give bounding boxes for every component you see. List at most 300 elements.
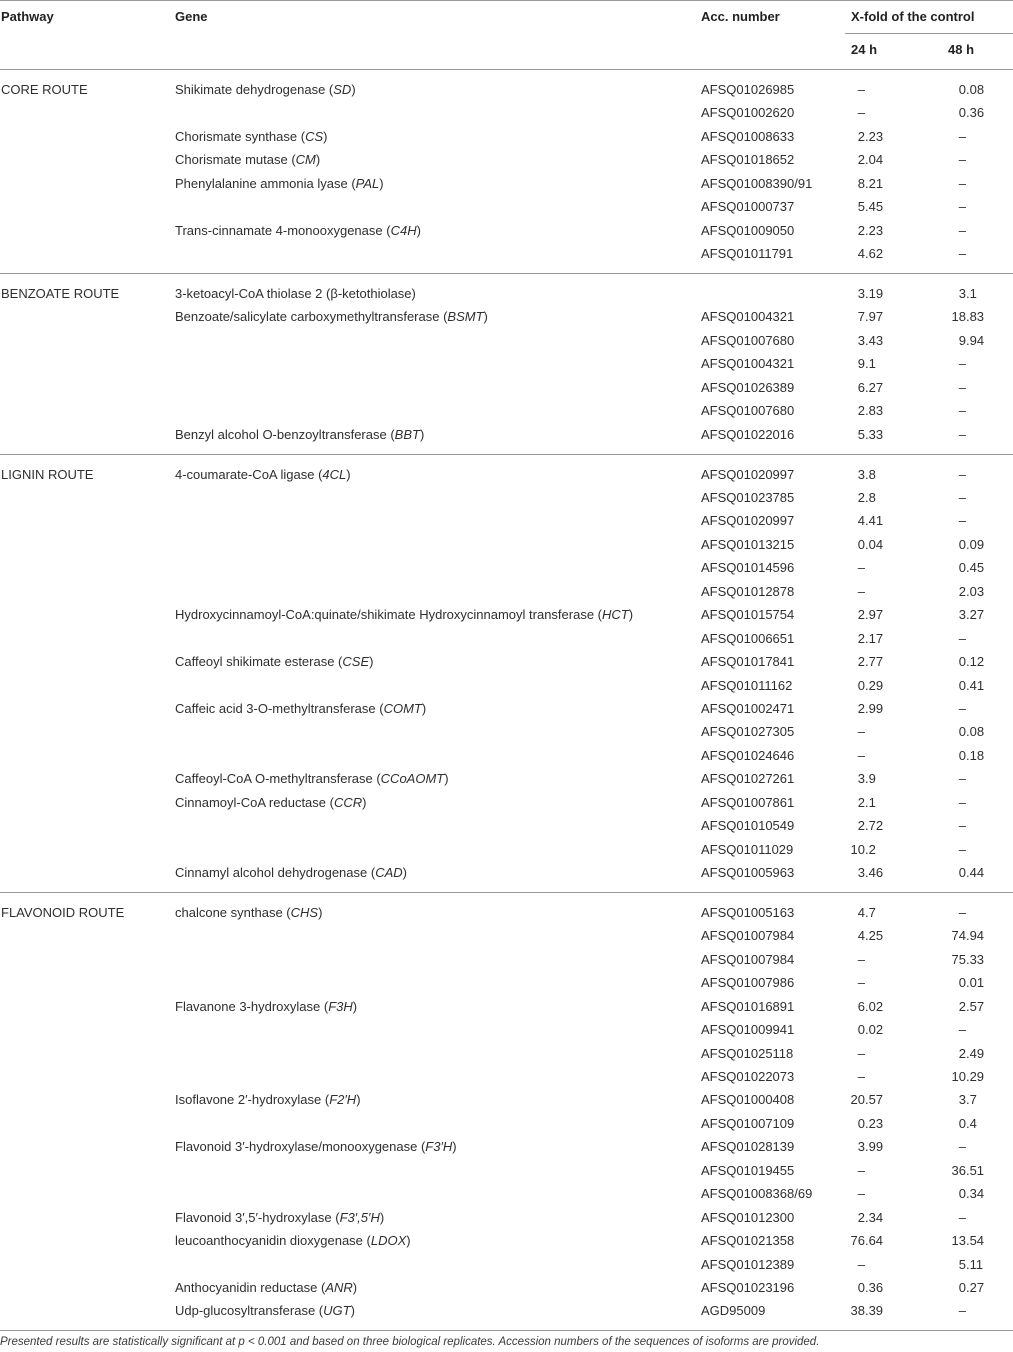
fold-24h-cell: 3.46 [857,865,884,880]
pathway-cell [0,627,175,650]
pathway-cell [0,533,175,556]
pathway-cell [0,1159,175,1182]
accession-cell: AFSQ01006651 [701,630,795,646]
table-row [0,352,1013,375]
gene-cell: Benzyl alcohol O-benzoyltransferase (BBT) [175,426,425,442]
fold-24h-cell: 4.25 [857,928,884,944]
accession-cell: AFSQ01008390/91 [701,175,813,191]
pathway-cell [0,861,175,884]
fold-48h-cell: – [958,513,967,529]
fold-48h-cell: 2.57 [958,998,985,1014]
table-row [0,924,1013,947]
fold-48h-cell: – [958,426,967,442]
table-row [0,1159,1013,1182]
section-lignin-route [0,455,1013,893]
gene-cell: Anthocyanidin reductase (ANR) [175,1279,358,1295]
fold-48h-cell: 2.49 [958,1045,985,1061]
accession-cell: AFSQ01028139 [701,1139,795,1155]
fold-24h-cell: – [857,724,866,740]
fold-48h-cell: – [958,379,967,395]
fold-24h-cell: 10.2 [850,841,876,857]
table-row [0,329,1013,352]
table-row [0,195,1013,218]
accession-cell: AFSQ01014596 [701,560,795,576]
pathway-cell [0,423,175,446]
gene-cell [175,352,701,375]
fold-24h-cell: 2.04 [857,152,884,168]
accession-cell: AFSQ01026389 [701,379,795,395]
fold-24h-cell: 4.7 [857,904,876,920]
table-row [0,78,1013,101]
gene-cell [175,533,701,556]
gene-cell [175,195,701,218]
pathway-cell [0,674,175,697]
table-row [0,1206,1013,1229]
accession-header: Acc. number [701,9,780,24]
fold-24h-cell: – [857,951,866,967]
pathway-cell [0,1299,175,1322]
accession-cell: AFSQ01025118 [701,1045,794,1061]
accession-cell: AFSQ01004321 [701,356,795,372]
table-row [0,509,1013,532]
pathway-cell [0,697,175,720]
fold-24h-cell: 0.23 [857,1115,884,1131]
pathway-cell [0,1276,175,1299]
table-row [0,697,1013,720]
pathway-cell [0,603,175,626]
fold-48h-cell: 3.27 [958,607,985,623]
fold-48h-cell: 0.01 [958,975,985,991]
table-row [0,674,1013,697]
fold-24h-cell: 3.19 [857,286,884,301]
accession-cell: AFSQ01020997 [701,513,795,529]
pathway-cell [0,1018,175,1041]
fold-48h-cell: – [958,794,967,810]
accession-cell: AFSQ01009941 [701,1022,795,1038]
accession-cell: AFSQ01005963 [701,865,795,880]
gene-abbreviation: F2′H [329,1092,357,1108]
fold-24h-cell: 2.8 [857,490,876,505]
accession-cell: AFSQ01022073 [701,1069,795,1084]
fold-48h-cell: – [958,1139,967,1155]
fold-48h-cell: – [958,904,967,920]
gene-abbreviation: F3′H [425,1139,453,1155]
fold-24h-cell: 38.39 [850,1303,884,1319]
gene-abbreviation: F3′,5′H [339,1209,380,1225]
gene-cell [175,744,701,767]
accession-cell: AFSQ01008368/69 [701,1186,813,1202]
gene-cell [175,948,701,971]
pathway-cell [0,838,175,861]
accession-cell: AFSQ01010549 [701,818,795,834]
fold-24h-cell: 6.27 [857,379,884,395]
fold-48h-cell: 0.41 [958,677,985,693]
accession-cell: AFSQ01008633 [701,128,795,144]
fold-48h-cell: 9.94 [958,332,985,348]
fold-48h-cell: – [958,246,967,262]
fold-24h-cell: – [857,82,866,97]
fold-24h-cell: 6.02 [857,998,884,1014]
fold-24h-cell: – [857,975,866,991]
gene-abbreviation: CAD [375,865,403,880]
xfold-header: X-fold of the control [851,9,975,24]
table-row [0,650,1013,673]
accession-cell: AFSQ01000737 [701,199,795,215]
fold-24h-cell: 2.97 [857,607,884,623]
pathway-cell: FLAVONOID ROUTE [1,904,125,920]
pathway-cell [0,995,175,1018]
gene-abbreviation: LDOX [370,1233,407,1249]
pathway-cell [0,329,175,352]
gene-cell: Phenylalanine ammonia lyase (PAL) [175,175,384,191]
table-row [0,971,1013,994]
fold-48h-cell: – [958,818,967,834]
pathway-cell [0,148,175,171]
fold-48h-cell: 0.4 [958,1115,977,1131]
header-24h: 24 h [851,42,878,57]
pathway-cell [0,219,175,242]
gene-cell [175,1159,701,1182]
table-row [0,580,1013,603]
fold-24h-cell: 2.72 [857,818,884,834]
gene-abbreviation: CCoAOMT [380,771,445,787]
fold-24h-cell: 3.9 [857,771,876,787]
table-row [0,556,1013,579]
fold-48h-cell: – [958,1303,967,1319]
pathway-cell [0,767,175,790]
accession-cell: AFSQ01018652 [701,152,795,168]
fold-48h-cell: – [958,403,967,419]
pathway-cell [0,509,175,532]
gene-abbreviation: 4CL [322,466,347,482]
gene-header: Gene [175,9,208,24]
fold-48h-cell: 5.11 [958,1256,984,1272]
fold-48h-cell: 0.45 [958,560,985,576]
pathway-cell [0,1206,175,1229]
gene-cell [175,376,701,399]
gene-cell: 3-ketoacyl-CoA thiolase 2 (β-ketothiolase) [175,286,416,301]
pathway-cell [0,125,175,148]
gene-cell: Cinnamoyl-CoA reductase (CCR) [175,794,367,810]
fold-24h-cell: 20.57 [850,1092,884,1108]
table-row [0,399,1013,422]
xfold-header-underline [845,33,1013,34]
fold-48h-cell: 36.51 [951,1162,985,1178]
gene-abbreviation: BSMT [447,309,484,325]
fold-48h-cell: – [958,1022,967,1038]
fold-48h-cell: 13.54 [951,1233,985,1249]
pathway-cell: BENZOATE ROUTE [1,286,120,301]
fold-48h-cell: 2.03 [958,583,985,599]
pathway-cell: LIGNIN ROUTE [1,466,94,482]
fold-24h-cell: – [857,1186,866,1202]
pathway-cell [0,556,175,579]
table-row [0,603,1013,626]
gene-cell: Flavonoid 3′-hydroxylase/monooxygenase (F3′H) [175,1139,457,1155]
table-row [0,1042,1013,1065]
table-row [0,767,1013,790]
pathway-cell [0,1182,175,1205]
gene-abbreviation: SD [333,82,352,97]
fold-48h-cell: – [958,490,967,505]
pathway-cell [0,1229,175,1252]
fold-24h-cell: 3.99 [857,1139,884,1155]
accession-cell: AFSQ01012300 [701,1209,795,1225]
header-48h: 48 h [948,42,975,57]
fold-48h-cell: – [958,199,967,215]
accession-cell: AFSQ01011791 [701,246,794,262]
pathway-cell [0,814,175,837]
pathway-cell [0,791,175,814]
pathway-cell [0,1042,175,1065]
accession-cell: AFSQ01027261 [701,771,795,787]
pathway-cell [0,580,175,603]
table-row [0,627,1013,650]
fold-24h-cell: 2.77 [857,654,884,670]
table-row [0,1253,1013,1276]
fold-24h-cell: – [857,1256,866,1272]
gene-cell [175,399,701,422]
pathway-cell [0,352,175,375]
accession-cell: AFSQ01007861 [701,794,795,810]
gene-abbreviation: CCR [333,794,363,810]
gene-cell [175,101,701,124]
table-row [0,486,1013,509]
gene-cell: Chorismate synthase (CS) [175,128,328,144]
table-row [0,814,1013,837]
fold-24h-cell: 3.8 [857,466,876,482]
table-row [0,242,1013,265]
fold-24h-cell: – [857,560,866,576]
gene-abbreviation: CSE [342,654,370,670]
fold-24h-cell: 9.1 [857,356,876,372]
fold-48h-cell: 0.44 [958,865,985,880]
section-flavonoid-route [0,893,1013,1331]
pathway-cell [0,924,175,947]
fold-48h-cell: 0.36 [958,105,985,121]
table-row [0,282,1013,305]
pathway-cell [0,486,175,509]
accession-cell [701,282,845,305]
accession-cell: AFSQ01016891 [701,998,795,1014]
fold-48h-cell: – [958,152,967,168]
accession-cell: AGD95009 [701,1303,766,1319]
fold-24h-cell: 0.29 [857,677,884,693]
fold-48h-cell: 0.08 [958,82,985,97]
accession-cell: AFSQ01007109 [701,1115,795,1131]
gene-abbreviation: C4H [390,222,417,238]
fold-24h-cell: 5.45 [857,199,884,215]
fold-24h-cell: 2.23 [857,128,884,144]
accession-cell: AFSQ01017841 [701,654,795,670]
gene-cell [175,627,701,650]
fold-48h-cell: 0.34 [958,1186,985,1202]
accession-cell: AFSQ01002620 [701,105,795,121]
table-row [0,838,1013,861]
fold-48h-cell: – [958,175,967,191]
table-row [0,148,1013,171]
table-row [0,720,1013,743]
gene-cell [175,674,701,697]
table-row [0,219,1013,242]
fold-24h-cell: 2.83 [857,403,884,419]
accession-cell: AFSQ01013215 [701,536,795,552]
fold-24h-cell: 2.1 [857,794,876,810]
fold-24h-cell: – [857,747,866,763]
fold-48h-cell: 18.83 [951,309,985,325]
fold-24h-cell: 4.41 [857,513,884,529]
accession-cell: AFSQ01021358 [701,1233,795,1249]
pathway-cell [0,1112,175,1135]
pathway-cell [0,650,175,673]
gene-abbreviation: PAL [355,175,380,191]
fold-24h-cell: 2.99 [857,700,884,716]
accession-cell: AFSQ01005163 [701,904,795,920]
table-row [0,861,1013,884]
gene-cell: Cinnamyl alcohol dehydrogenase (CAD) [175,865,407,880]
gene-cell [175,556,701,579]
gene-abbreviation: CM [295,152,316,168]
gene-cell [175,1018,701,1041]
fold-24h-cell: 76.64 [850,1233,884,1249]
accession-cell: AFSQ01012389 [701,1256,795,1272]
fold-24h-cell: 0.02 [857,1022,884,1038]
pathway-cell [0,1135,175,1158]
fold-48h-cell: 0.18 [958,747,985,763]
fold-48h-cell: 74.94 [951,928,985,944]
gene-cell: Caffeoyl-CoA O-methyltransferase (CCoAOMT) [175,771,449,787]
accession-cell: AFSQ01002471 [701,700,795,716]
fold-48h-cell: 10.29 [951,1069,985,1084]
table-row [0,1182,1013,1205]
fold-24h-cell: – [857,1069,866,1084]
fold-24h-cell: – [857,105,866,121]
gene-cell: Trans-cinnamate 4-monooxygenase (C4H) [175,222,421,238]
fold-24h-cell: 4.62 [857,246,884,262]
pathway-cell [0,1065,175,1088]
accession-cell: AFSQ01009050 [701,222,795,238]
table-row [0,101,1013,124]
fold-24h-cell: 5.33 [857,426,884,442]
pathway-cell [0,744,175,767]
gene-cell [175,1253,701,1276]
table-row [0,1135,1013,1158]
pathway-cell [0,376,175,399]
accession-cell: AFSQ01007680 [701,332,795,348]
table-header [0,0,1013,70]
gene-cell: 4-coumarate-CoA ligase (4CL) [175,466,351,482]
table-row [0,376,1013,399]
gene-abbreviation: BBT [394,426,420,442]
gene-cell: leucoanthocyanidin dioxygenase (LDOX) [175,1233,411,1249]
accession-cell: AFSQ01004321 [701,309,795,325]
accession-cell: AFSQ01007984 [701,928,795,944]
gene-abbreviation: CS [305,128,324,144]
section-core-route [0,70,1013,274]
gene-abbreviation: COMT [383,700,422,716]
fold-48h-cell: – [958,128,967,144]
fold-48h-cell: – [958,841,967,857]
fold-48h-cell: – [958,356,967,372]
fold-48h-cell: 75.33 [951,951,985,967]
table-row [0,1088,1013,1111]
table-row [0,423,1013,446]
gene-abbreviation: CHS [290,904,319,920]
gene-cell: Caffeoyl shikimate esterase (CSE) [175,654,374,670]
pathway-cell [0,1253,175,1276]
pathway-cell [0,172,175,195]
fold-48h-cell: 0.27 [958,1279,985,1295]
table-row [0,1112,1013,1135]
gene-cell [175,720,701,743]
gene-cell [175,838,701,861]
table-row [0,1229,1013,1252]
accession-cell: AFSQ01011029 [701,841,794,857]
table-row [0,1276,1013,1299]
pathway-cell [0,305,175,328]
table-row [0,172,1013,195]
gene-cell [175,509,701,532]
gene-cell: chalcone synthase (CHS) [175,904,323,920]
table-row [0,901,1013,924]
gene-abbreviation: ANR [325,1279,353,1295]
fold-48h-cell: – [958,222,967,238]
table-row [0,995,1013,1018]
fold-24h-cell: 0.36 [857,1279,884,1295]
fold-48h-cell: – [958,771,967,787]
accession-cell: AFSQ01007986 [701,975,795,991]
fold-24h-cell: 2.23 [857,222,884,238]
accession-cell: AFSQ01026985 [701,82,795,97]
gene-cell [175,924,701,947]
table-row [0,533,1013,556]
fold-48h-cell: 0.08 [958,724,985,740]
gene-cell: Udp-glucosyltransferase (UGT) [175,1303,355,1319]
accession-cell: AFSQ01024646 [701,747,795,763]
table-row [0,463,1013,486]
pathway-cell [0,101,175,124]
accession-cell: AFSQ01020997 [701,466,795,482]
gene-cell [175,1042,701,1065]
table-footnote: Presented results are statistically significant at p < 0.001 and based on three biological replicates. Accession numbers of the sequences of isoforms are provided. [0,1336,820,1349]
fold-48h-cell: 3.1 [958,286,977,301]
gene-cell [175,329,701,352]
accession-cell: AFSQ01019455 [701,1162,795,1178]
fold-48h-cell: 3.7 [958,1092,977,1108]
table-row [0,305,1013,328]
gene-cell [175,814,701,837]
gene-cell: Isoflavone 2′-hydroxylase (F2′H) [175,1092,361,1108]
pathway-cell [0,720,175,743]
gene-cell: Flavanone 3-hydroxylase (F3H) [175,998,358,1014]
pathway-header: Pathway [1,9,54,24]
gene-abbreviation: F3H [328,998,353,1014]
table-row [0,1299,1013,1322]
pathway-cell [0,242,175,265]
accession-cell: AFSQ01022016 [701,426,795,442]
fold-48h-cell: – [958,466,967,482]
pathway-cell [0,948,175,971]
fold-24h-cell: 2.34 [857,1209,884,1225]
accession-cell: AFSQ01027305 [701,724,795,740]
gene-cell: Shikimate dehydrogenase (SD) [175,82,356,97]
fold-24h-cell: – [857,1045,866,1061]
accession-cell: AFSQ01023196 [701,1279,795,1295]
gene-abbreviation: UGT [323,1303,351,1319]
fold-24h-cell: 0.04 [857,536,884,552]
table-row [0,791,1013,814]
accession-cell: AFSQ01023785 [701,490,795,505]
